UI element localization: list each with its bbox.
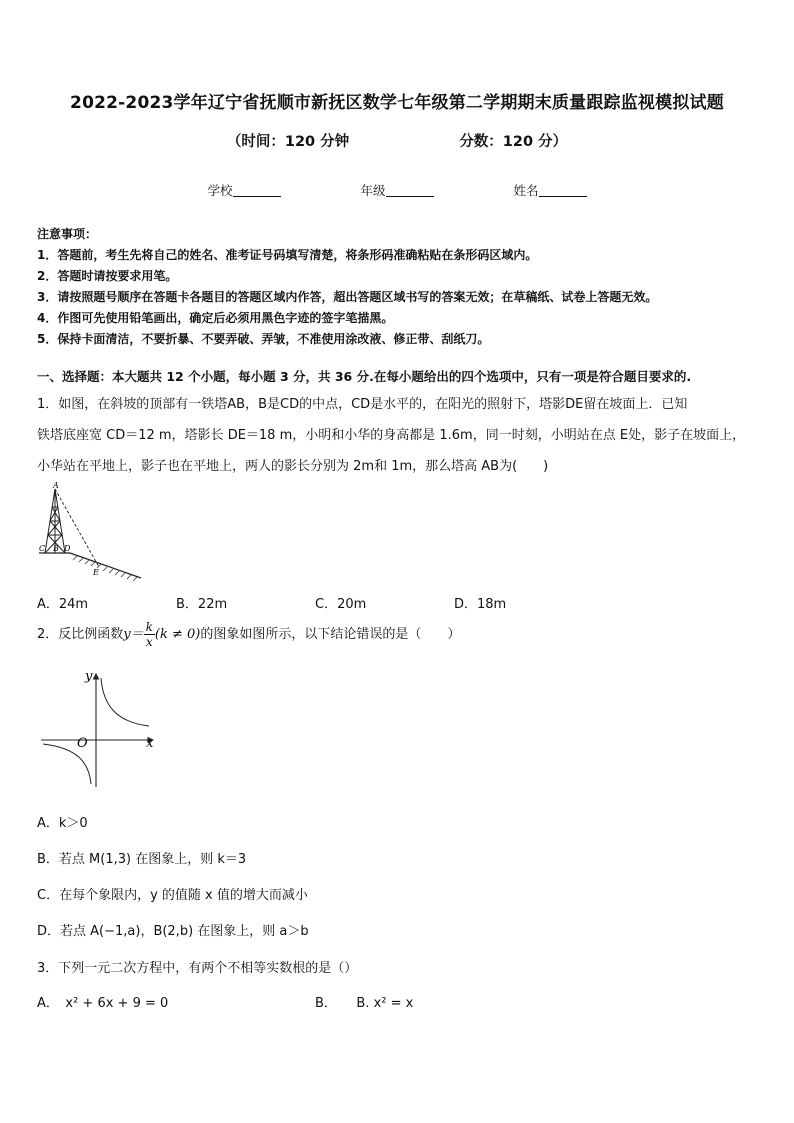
q2-frac-den: x bbox=[145, 635, 153, 649]
time-info: （时间：120 分钟 bbox=[226, 134, 350, 150]
axis-y-label: y bbox=[85, 669, 93, 684]
note-item: 4．作图可先使用铅笔画出，确定后必须用黑色字迹的签字笔描黑。 bbox=[37, 311, 394, 325]
q2-stem bbox=[37, 620, 460, 650]
q2-option-c: C．在每个象限内，y 的值随 x 值的增大而减小 bbox=[37, 888, 308, 903]
q2-cond: (k ≠ 0) bbox=[154, 627, 201, 642]
q1-option-c: C．20m bbox=[315, 597, 367, 612]
q2-fraction bbox=[144, 620, 155, 649]
q3-option-a: A． x² + 6x + 9 = 0 bbox=[37, 996, 169, 1011]
grade-field bbox=[360, 181, 433, 199]
q1-option-a: A．24m bbox=[37, 597, 89, 612]
axis-x-label: x bbox=[146, 736, 154, 751]
notes-section bbox=[37, 224, 657, 350]
q2-stem-after: 的图象如图所示，以下结论错误的是（ ） bbox=[200, 627, 461, 642]
label-c: C bbox=[39, 544, 46, 553]
student-info-fields bbox=[0, 181, 794, 199]
score-info: 分数：120 分） bbox=[459, 134, 568, 150]
name-field bbox=[513, 181, 586, 199]
q1-line-3: 小华站在平地上，影子也在平地上，两人的影长分别为 2m和 1m，那么塔高 AB为( ) bbox=[37, 459, 549, 474]
exam-title: 2022-2023学年辽宁省抚顺市新抚区数学七年级第二学期期末质量跟踪监视模拟试题 bbox=[70, 93, 724, 113]
q1-option-b: B．22m bbox=[176, 597, 228, 612]
label-b: B bbox=[53, 544, 59, 553]
q2-option-d: D．若点 A(−1,a)，B(2,b) 在图象上，则 a＞b bbox=[37, 924, 309, 939]
q2-y-eq: y＝ bbox=[123, 627, 144, 642]
note-item: 1．答题前，考生先将自己的姓名、准考证号码填写清楚，将条形码准确粘贴在条形码区域内。 bbox=[37, 248, 538, 262]
school-label: 学校 bbox=[207, 183, 233, 198]
origin-label: O bbox=[77, 736, 88, 751]
q2-option-a: A．k＞0 bbox=[37, 816, 88, 831]
note-item: 5．保持卡面清洁，不要折暴、不要弄破、弄皱，不准使用涂改液、修正带、刮纸刀。 bbox=[37, 332, 490, 346]
q2-hyperbola-figure bbox=[37, 664, 162, 789]
note-item: 2．答题时请按要求用笔。 bbox=[37, 269, 178, 283]
q3-stem: 3．下列一元二次方程中，有两个不相等实数根的是（） bbox=[37, 961, 358, 976]
name-label: 姓名 bbox=[513, 183, 539, 198]
q1-tower-figure bbox=[37, 481, 143, 584]
q3-option-b: B． B. x² = x bbox=[315, 996, 414, 1011]
label-a: A bbox=[53, 481, 59, 490]
section-heading: 一、选择题：本大题共 12 个小题，每小题 3 分，共 36 分.在每小题给出的四个选项中，只有一项是符合题目要求的. bbox=[37, 369, 692, 384]
label-e: E bbox=[93, 568, 99, 577]
name-blank bbox=[539, 184, 587, 197]
grade-label: 年级 bbox=[360, 183, 386, 198]
q2-stem-before: 2．反比例函数 bbox=[37, 627, 124, 642]
q2-frac-num: k bbox=[145, 620, 153, 634]
q2-option-b: B．若点 M(1,3) 在图象上，则 k＝3 bbox=[37, 852, 247, 867]
q1-options bbox=[37, 593, 593, 612]
grade-blank bbox=[386, 184, 434, 197]
label-d: D bbox=[64, 544, 71, 553]
note-item: 3．请按照题号顺序在答题卡各题目的答题区域内作答，超出答题区域书写的答案无效；在草稿纸、试卷上答题无效。 bbox=[37, 290, 658, 304]
q1-line-2: 铁塔底座宽 CD＝12 m，塔影长 DE＝18 m，小明和小华的身高都是 1.6m，同一时刻，小明站在点 E处，影子在坡面上， bbox=[37, 428, 746, 443]
notes-heading: 注意事项： bbox=[37, 227, 98, 241]
school-field bbox=[207, 181, 280, 199]
exam-subtitle bbox=[0, 130, 794, 151]
q1-option-d: D．18m bbox=[454, 597, 507, 612]
school-blank bbox=[233, 184, 281, 197]
q1-line-1: 1．如图，在斜坡的顶部有一铁塔AB，B是CD的中点，CD是水平的，在阳光的照射下，塔影DE留在坡面上．已知 bbox=[37, 397, 688, 412]
